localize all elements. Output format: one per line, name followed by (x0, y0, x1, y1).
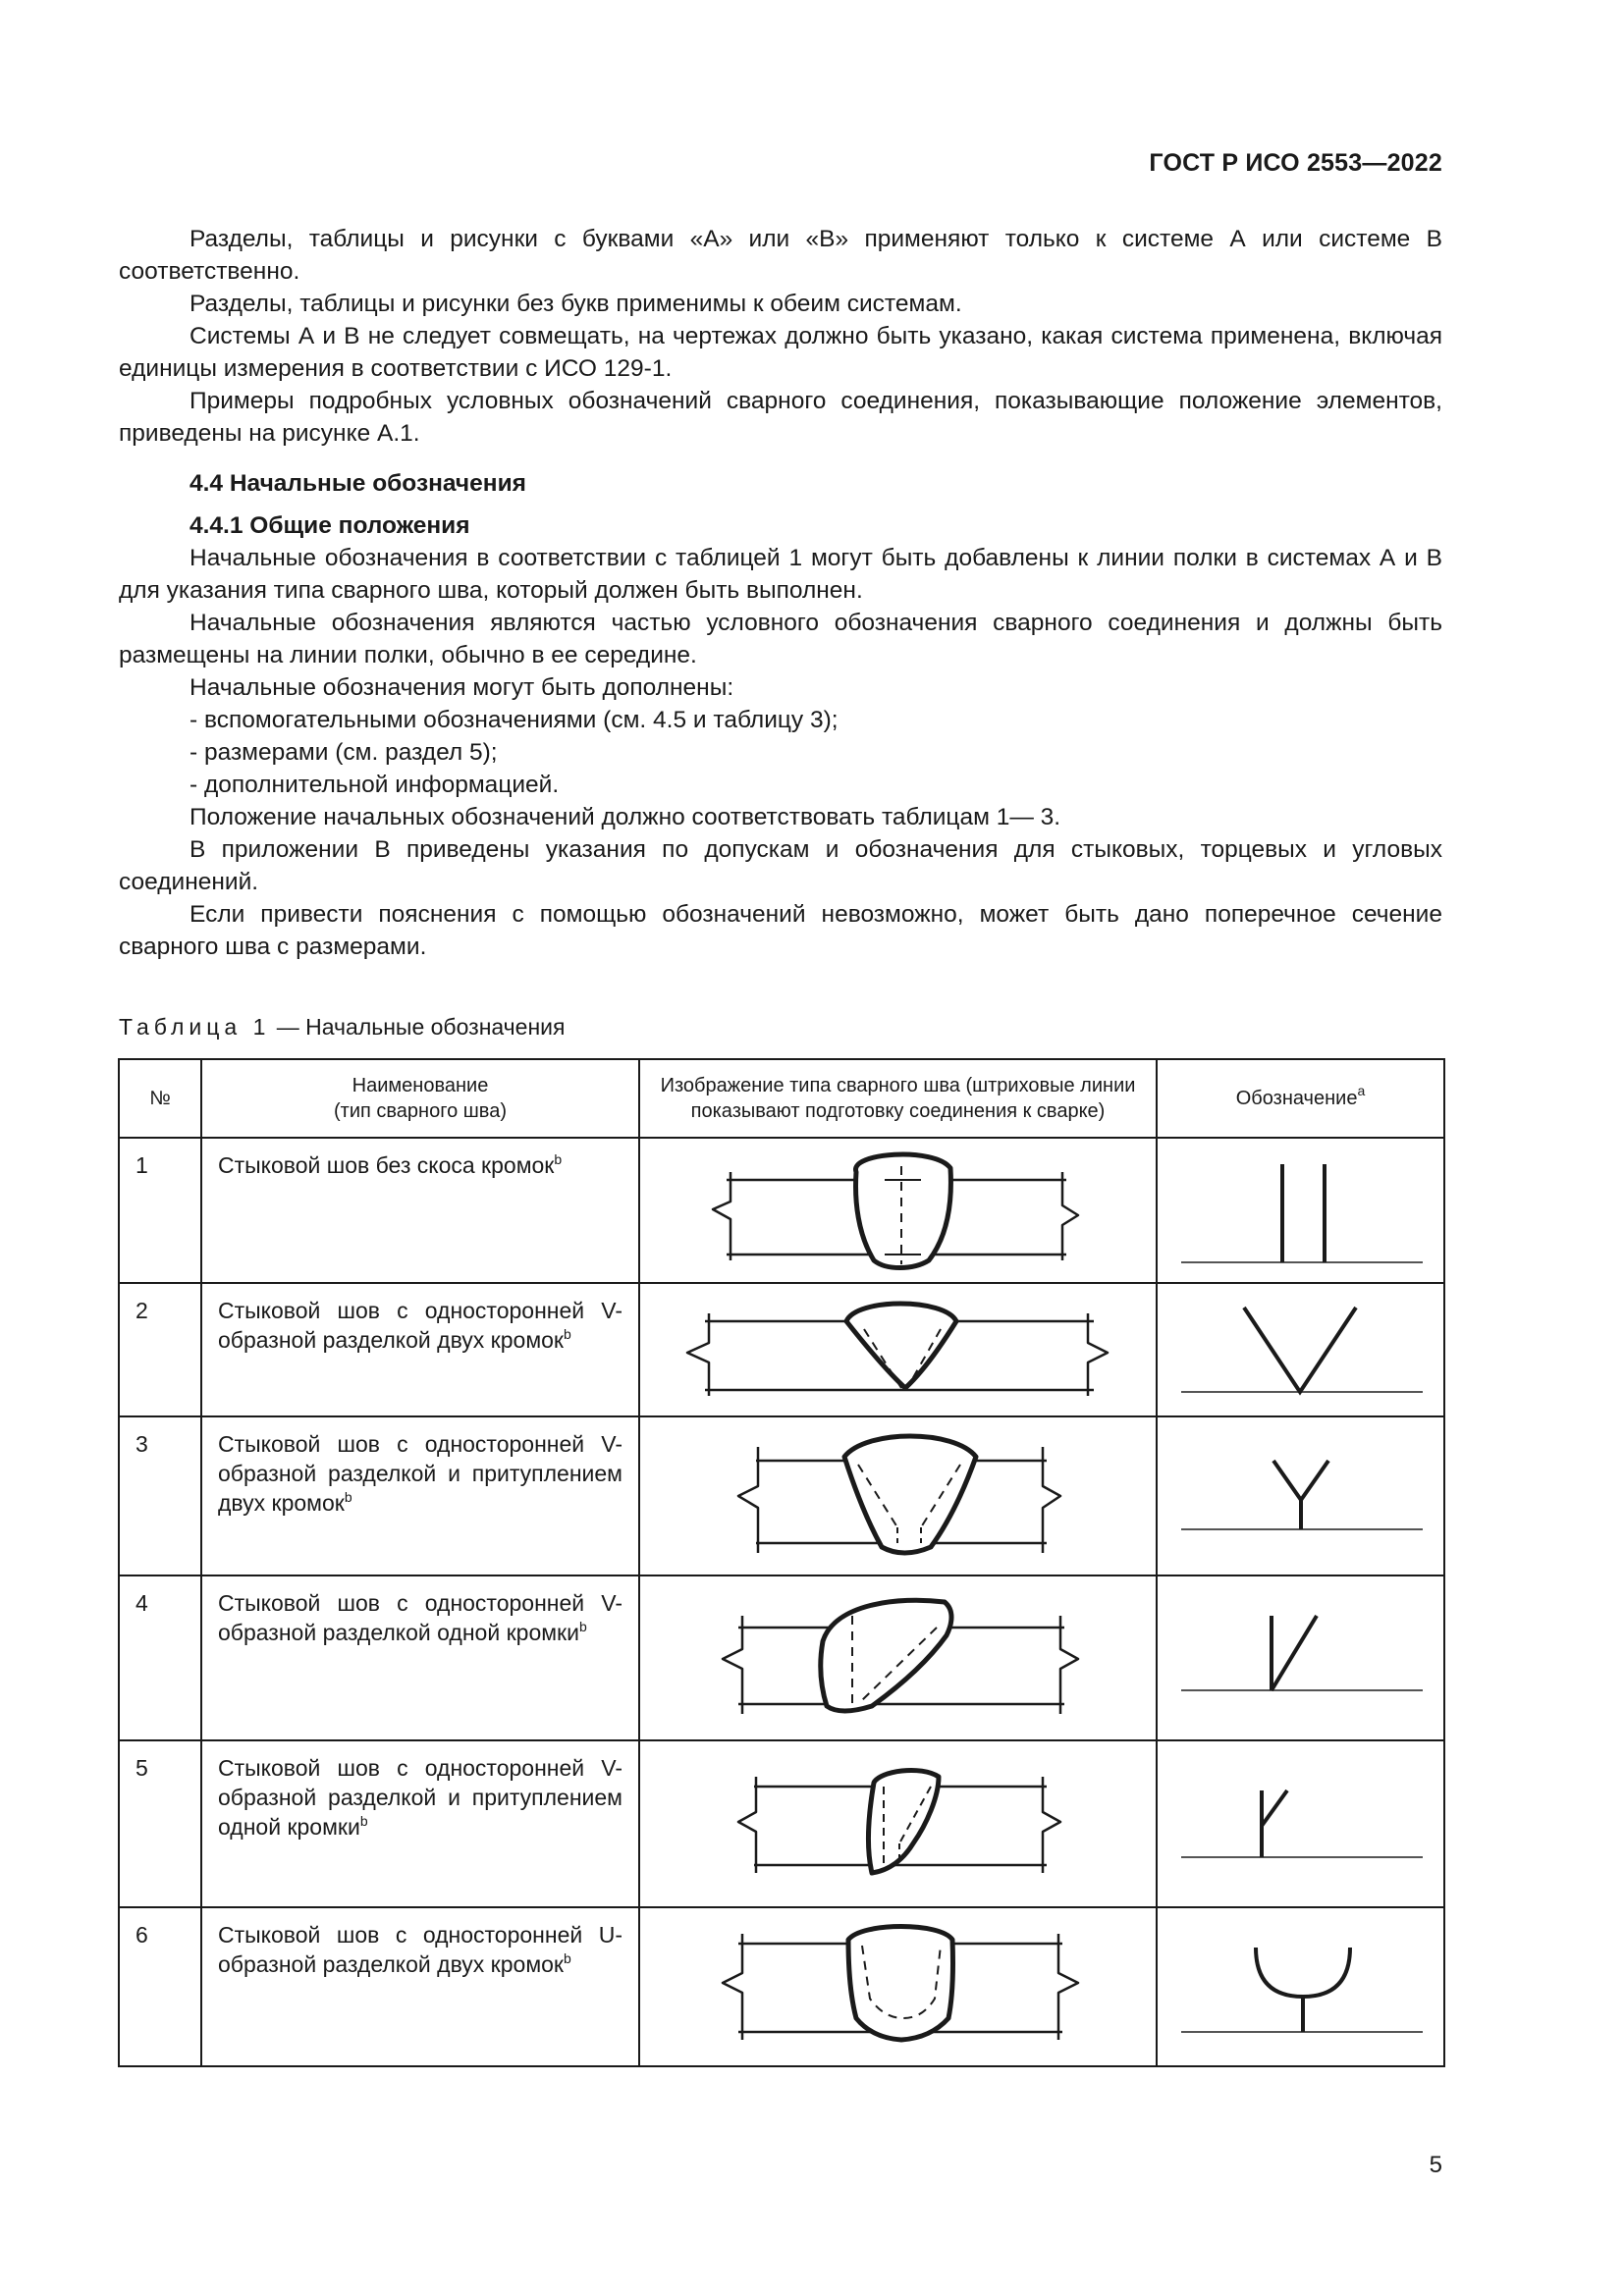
table-caption (119, 1014, 565, 1041)
section-paragraph: Начальные обозначения являются частью условного обозначения сварного соединения и должны быть размещены на линии полки, обычно в ее середине. (119, 610, 1442, 668)
row-weld-image (639, 1138, 1157, 1283)
list-item: - дополнительной информацией. (189, 772, 560, 798)
section-paragraph: Положение начальных обозначений должно соответствовать таблицам 1— 3. (189, 804, 1061, 830)
row-number: 4 (119, 1575, 201, 1740)
single-v-butt-weld-symbol-icon (1158, 1284, 1445, 1415)
footnote-marker-b: b (554, 1151, 563, 1167)
row-symbol (1157, 1283, 1444, 1416)
single-v-broad-root-weld-symbol-icon (1158, 1417, 1445, 1575)
single-bevel-butt-weld-section-icon (640, 1576, 1158, 1739)
header-image-line1: Изображение типа сварного шва (штриховые линии (660, 1075, 1136, 1096)
header-num: № (119, 1059, 201, 1138)
intro-paragraph: Разделы, таблицы и рисунки с буквами «А» или «В» применяют только к системе А или системе В соответственно. (119, 226, 1442, 285)
row-symbol (1157, 1138, 1444, 1283)
intro-paragraph: Разделы, таблицы и рисунки без букв применимы к обеим системам. (189, 291, 962, 317)
header-symbol-label: Обозначение (1235, 1088, 1358, 1109)
row-name-text: Стыковой шов без скоса кромок (218, 1152, 555, 1178)
single-bevel-butt-weld-symbol-icon (1158, 1576, 1445, 1739)
row-weld-image (639, 1416, 1157, 1575)
table-caption-label: Таблица 1 (119, 1014, 271, 1040)
row-number: 3 (119, 1416, 201, 1575)
intro-paragraph: Примеры подробных условных обозначений сварного соединения, показывающие положение элементов, приведены на рисунке А.1. (119, 388, 1442, 447)
single-v-butt-weld-section-icon (640, 1284, 1158, 1415)
intro-paragraph: Системы А и В не следует совмещать, на чертежах должно быть указано, какая система применена, включая единицы измерения в соответствии с ИСО 129-1. (119, 323, 1442, 382)
footnote-marker-b: b (344, 1489, 352, 1505)
square-butt-weld-symbol-icon (1158, 1139, 1445, 1282)
header-name-line1: Наименование (352, 1075, 489, 1096)
row-number: 2 (119, 1283, 201, 1416)
table-row (119, 1907, 1444, 2066)
section-paragraph: В приложении В приведены указания по допускам и обозначения для стыковых, торцевых и угловых соединений. (119, 836, 1442, 895)
table-row (119, 1138, 1444, 1283)
footnote-marker-b: b (564, 1950, 571, 1966)
section-paragraph: Начальные обозначения в соответствии с таблицей 1 могут быть добавлены к линии полки в системах А и В для указания типа сварного шва, который должен быть выполнен. (119, 545, 1442, 604)
single-bevel-broad-root-weld-section-icon (640, 1741, 1158, 1906)
row-name-text: Стыковой шов с односторонней U-образной разделкой двух кромок (218, 1922, 623, 1977)
header-image-line2: показывают подготовку соединения к сварке) (690, 1100, 1106, 1122)
single-u-butt-weld-section-icon (640, 1908, 1158, 2065)
row-name-text: Стыковой шов с односторонней V-образной разделкой одной кромки (218, 1590, 623, 1645)
weld-symbols-table (118, 1058, 1445, 2067)
row-name (201, 1416, 639, 1575)
section-paragraph: Если привести пояснения с помощью обозначений невозможно, может быть дано поперечное сечение сварного шва с размерами. (119, 901, 1442, 960)
row-weld-image (639, 1740, 1157, 1907)
row-weld-image (639, 1575, 1157, 1740)
header-symbol (1157, 1059, 1444, 1138)
row-symbol (1157, 1907, 1444, 2066)
row-name-text: Стыковой шов с односторонней V-образной разделкой и притуплением двух кромок (218, 1431, 623, 1516)
header-name (201, 1059, 639, 1138)
standard-code: ГОСТ Р ИСО 2553—2022 (1149, 149, 1442, 177)
row-symbol (1157, 1416, 1444, 1575)
section-heading: 4.4 Начальные обозначения (189, 470, 526, 497)
row-name (201, 1138, 639, 1283)
table-header-row (119, 1059, 1444, 1138)
footnote-marker-b: b (359, 1813, 368, 1829)
table-caption-title: — Начальные обозначения (276, 1014, 566, 1040)
page-number: 5 (1429, 2152, 1442, 2178)
row-number: 5 (119, 1740, 201, 1907)
list-item: - вспомогательными обозначениями (см. 4.5 и таблицу 3); (189, 707, 839, 733)
row-number: 1 (119, 1138, 201, 1283)
single-bevel-broad-root-weld-symbol-icon (1158, 1741, 1445, 1906)
single-u-butt-weld-symbol-icon (1158, 1908, 1445, 2065)
table-row (119, 1575, 1444, 1740)
row-name-text: Стыковой шов с односторонней V-образной разделкой и притуплением одной кромки (218, 1755, 623, 1840)
row-name (201, 1283, 639, 1416)
square-butt-weld-section-icon (640, 1139, 1158, 1282)
header-image (639, 1059, 1157, 1138)
table-row (119, 1283, 1444, 1416)
footnote-marker-a: a (1357, 1083, 1366, 1098)
table-row (119, 1416, 1444, 1575)
subsection-heading: 4.4.1 Общие положения (189, 512, 470, 539)
header-name-line2: (тип сварного шва) (334, 1100, 507, 1122)
body-text (119, 223, 1442, 963)
footnote-marker-b: b (564, 1326, 571, 1342)
row-name (201, 1575, 639, 1740)
list-item: - размерами (см. раздел 5); (189, 739, 498, 766)
row-weld-image (639, 1283, 1157, 1416)
row-name (201, 1740, 639, 1907)
row-symbol (1157, 1740, 1444, 1907)
row-weld-image (639, 1907, 1157, 2066)
section-paragraph: Начальные обозначения могут быть дополнены: (189, 674, 734, 701)
row-number: 6 (119, 1907, 201, 2066)
table-row (119, 1740, 1444, 1907)
single-v-broad-root-weld-section-icon (640, 1417, 1158, 1575)
row-name (201, 1907, 639, 2066)
row-name-text: Стыковой шов с односторонней V-образной разделкой двух кромок (218, 1298, 623, 1353)
row-symbol (1157, 1575, 1444, 1740)
footnote-marker-b: b (578, 1619, 587, 1634)
